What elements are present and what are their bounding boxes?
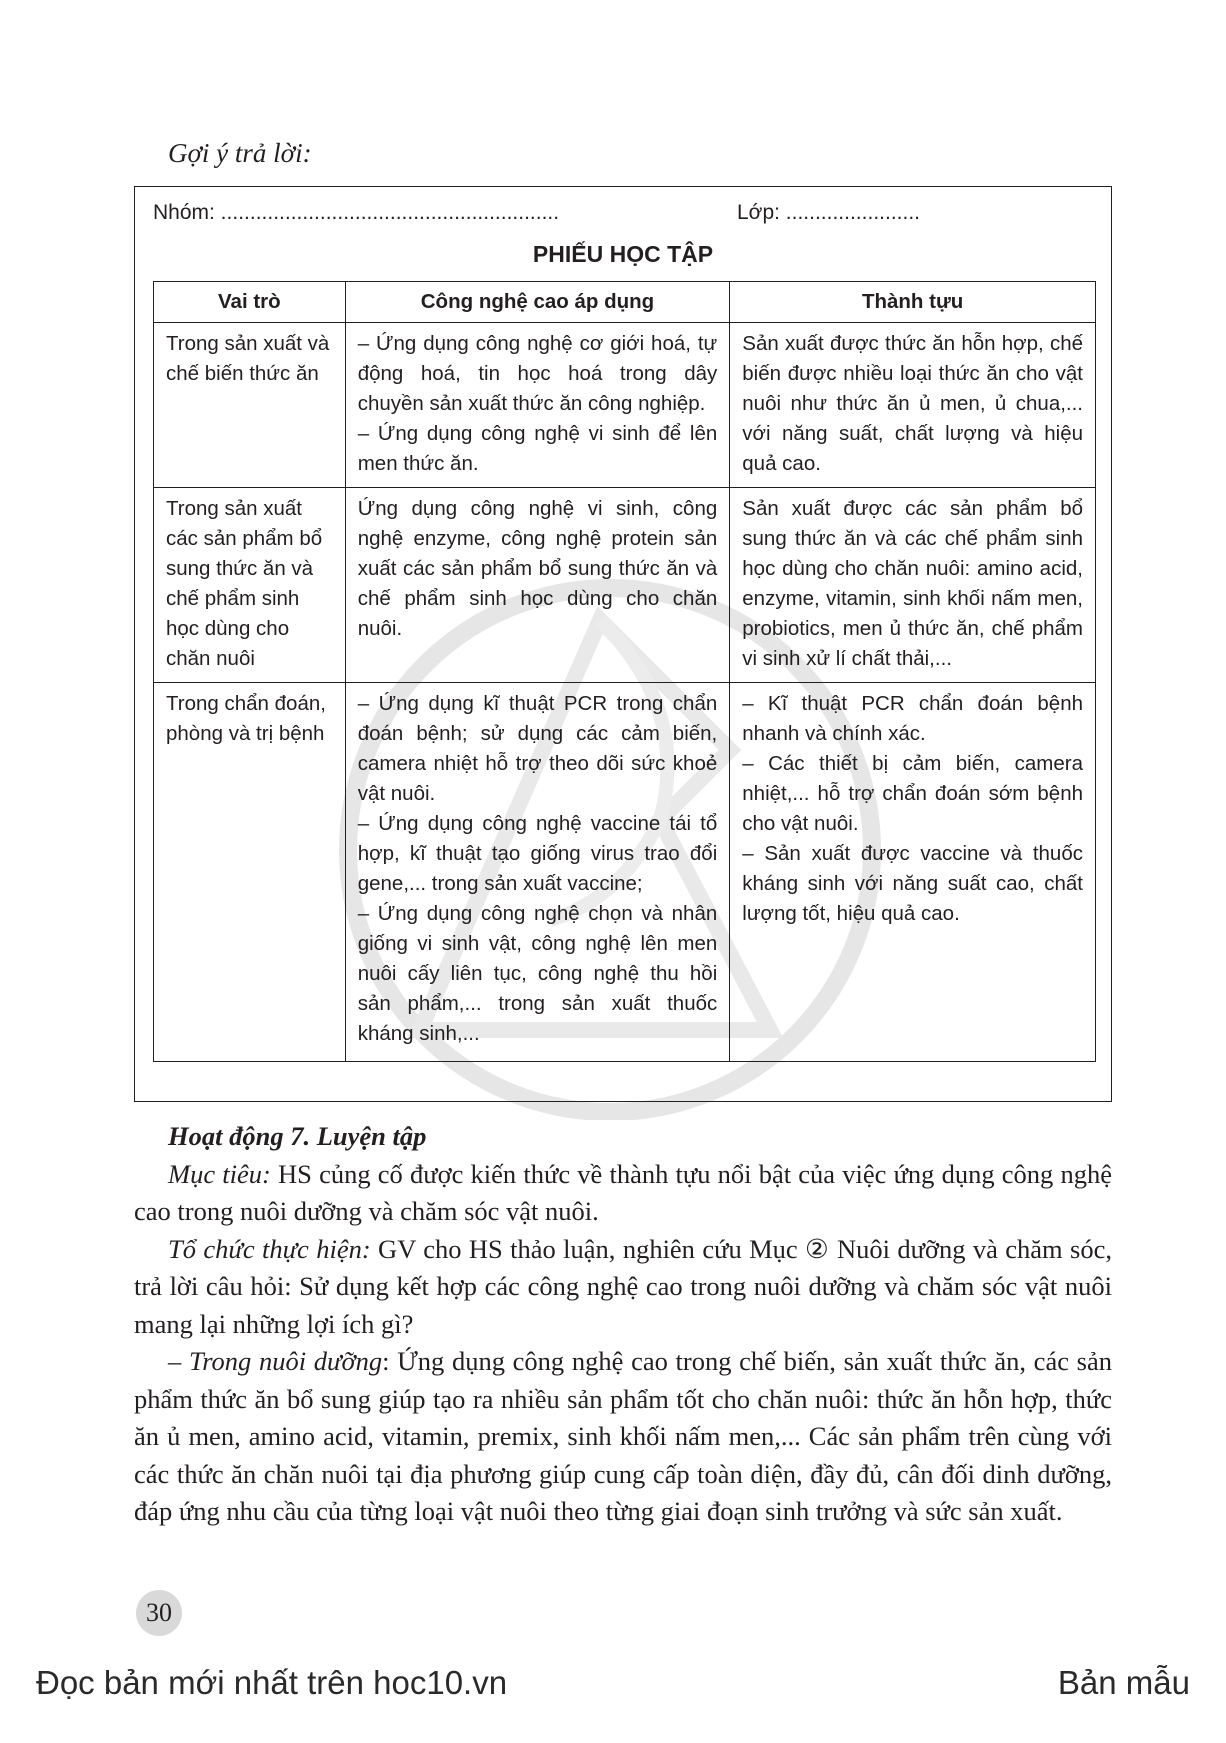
- technology-cell: [345, 323, 730, 488]
- care-text: : Ứng dụng công nghệ cao trong chế biến, sản xuất thức ăn, các sản phẩm thức ăn bổ sung giúp tạo ra nhiều sản phẩm tốt cho chăn nuôi: thức ăn hỗn hợp, thức ăn ủ men, amino acid, vitamin, premix, sinh khối nấm men,... Các sản phẩm trên cùng với các thức ăn chăn nuôi tại địa phương giúp cung cấp toàn diện, đầy đủ, cân đối dinh dưỡng, đáp ứng nhu cầu của từng loại vật nuôi theo từng giai đoạn sinh trưởng và sức sản xuất.: [134, 1346, 1112, 1526]
- technology-cell: [345, 488, 730, 683]
- table-row: [154, 323, 1096, 488]
- care-label: – Trong nuôi dưỡng: [168, 1346, 383, 1376]
- answer-hint-label: Gợi ý trả lời:: [168, 138, 312, 168]
- worksheet: [134, 186, 1112, 1102]
- organization-paragraph: [134, 1231, 1112, 1344]
- activity-title: Hoạt động 7. Luyện tập: [168, 1121, 427, 1151]
- care-paragraph: [134, 1343, 1112, 1531]
- table-header-row: [154, 282, 1096, 323]
- class-field: Lớp: .......................: [737, 201, 920, 224]
- cell-line: – Các thiết bị cảm biến, camera nhiệt,... hỗ trợ chẩn đoán sớm bệnh cho vật nuôi.: [742, 752, 1083, 835]
- achievement-cell: [730, 683, 1096, 1062]
- technology-cell: [345, 683, 730, 1062]
- cell-line: – Ứng dụng kĩ thuật PCR trong chẩn đoán bệnh; sử dụng các cảm biến, camera nhiệt hỗ trợ theo dõi sức khoẻ vật nuôi.: [357, 692, 718, 805]
- goal-text: HS củng cố được kiến thức về thành tựu nổi bật của việc ứng dụng công nghệ cao trong nuôi dưỡng và chăm sóc vật nuôi.: [134, 1158, 1113, 1226]
- cell-line: Sản xuất được các sản phẩm bổ sung thức ăn và các chế phẩm sinh học dùng cho chăn nuôi: amino acid, enzyme, vitamin, sinh khối nấm men, probiotics, men ủ thức ăn, chế phẩm vi sinh xử lí chất thải,...: [742, 497, 1083, 670]
- cell-line: – Ứng dụng công nghệ vaccine tái tổ hợp, kĩ thuật tạo giống virus trao đổi gene,... trong sản xuất vaccine;: [357, 812, 718, 895]
- cell-line: – Ứng dụng công nghệ vi sinh để lên men thức ăn.: [357, 422, 718, 475]
- header-role: Vai trò: [154, 282, 346, 323]
- goal-paragraph: [134, 1156, 1112, 1231]
- role-cell: Trong sản xuất và chế biến thức ăn: [154, 323, 346, 488]
- achievement-cell: [730, 488, 1096, 683]
- activity-section: [134, 1118, 1112, 1531]
- group-field: Nhóm: ..........................................................: [153, 201, 560, 224]
- footer-latest-version-link: Đọc bản mới nhất trên hoc10.vn: [36, 1664, 508, 1701]
- footer-sample-label: Bản mẫu: [1057, 1664, 1190, 1701]
- table-row: [154, 683, 1096, 1062]
- cell-line: Sản xuất được thức ăn hỗn hợp, chế biến được nhiều loại thức ăn cho vật nuôi như thức ăn ủ men, ủ chua,... với năng suất, chất lượng và hiệu quả cao.: [742, 332, 1083, 475]
- worksheet-table: [153, 281, 1096, 1062]
- table-row: [154, 488, 1096, 683]
- role-cell: Trong sản xuất các sản phẩm bổ sung thức ăn và chế phẩm sinh học dùng cho chăn nuôi: [154, 488, 346, 683]
- cell-line: – Kĩ thuật PCR chẩn đoán bệnh nhanh và chính xác.: [742, 692, 1083, 745]
- worksheet-title: PHIẾU HỌC TẬP: [532, 241, 714, 267]
- cell-line: – Ứng dụng công nghệ chọn và nhân giống vi sinh vật, công nghệ lên men nuôi cấy liên tục, công nghệ thu hồi sản phẩm,... trong sản xuất thuốc kháng sinh,...: [357, 902, 718, 1045]
- organization-label: Tổ chức thực hiện:: [168, 1233, 371, 1264]
- header-achievement: Thành tựu: [730, 282, 1096, 323]
- header-technology: Công nghệ cao áp dụng: [345, 282, 730, 323]
- organization-text: GV cho HS thảo luận, nghiên cứu Mục ② Nuôi dưỡng và chăm sóc, trả lời câu hỏi: Sử dụng kết hợp các công nghệ cao trong nuôi dưỡng và chăm sóc vật nuôi mang lại những lợi ích gì?: [134, 1233, 1112, 1339]
- role-cell: Trong chẩn đoán, phòng và trị bệnh: [154, 683, 346, 1062]
- page-number: 30: [136, 1590, 182, 1636]
- cell-line: Ứng dụng công nghệ vi sinh, công nghệ enzyme, công nghệ protein sản xuất các sản phẩm bổ sung thức ăn và chế phẩm sinh học dùng cho chăn nuôi.: [357, 497, 718, 640]
- cell-line: – Ứng dụng công nghệ cơ giới hoá, tự động hoá, tin học hoá trong dây chuyền sản xuất thức ăn công nghiệp.: [357, 332, 718, 415]
- achievement-cell: [730, 323, 1096, 488]
- cell-line: – Sản xuất được vaccine và thuốc kháng sinh với năng suất cao, chất lượng tốt, hiệu quả cao.: [742, 842, 1083, 925]
- goal-label: Mục tiêu:: [168, 1158, 271, 1189]
